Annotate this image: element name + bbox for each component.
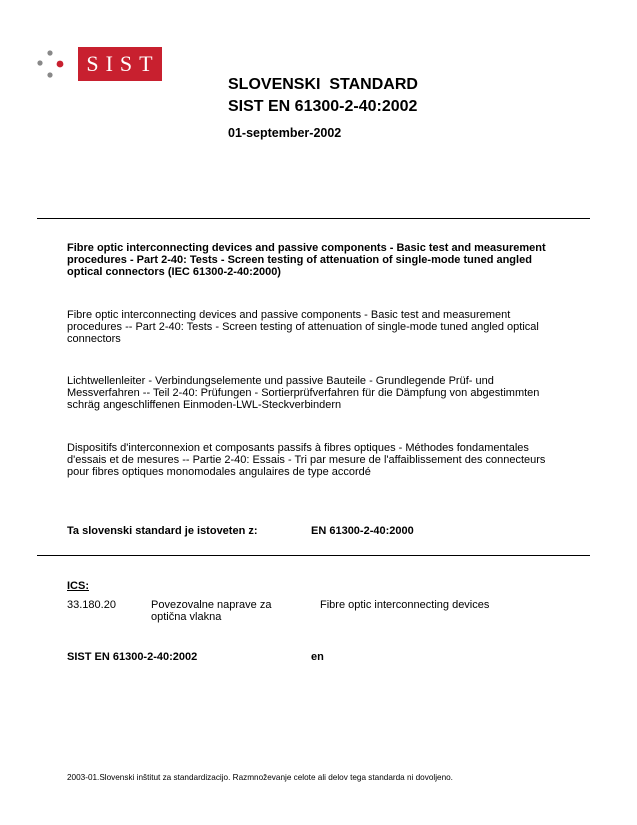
ics-label: ICS: [67,580,89,592]
sist-logo: SIST [78,47,162,81]
standard-heading: SLOVENSKI STANDARD [228,76,418,93]
title-french: Dispositifs d'interconnexion et composants passifs à fibres optiques - Méthodes fondamentales d'essais et de mesures -- Partie 2-40: Essais - Tri par mesure de l'affaiblissement des connecteurs pour fibres optiques monomodales angulaires de type accordé [67,442,546,479]
publication-date: 01-september-2002 [228,126,342,140]
document-code: SIST EN 61300-2-40:2002 [67,651,198,663]
equivalence-value: EN 61300-2-40:2000 [311,525,414,537]
ics-code: 33.180.20 [67,599,116,611]
ics-description-english: Fibre optic interconnecting devices [320,599,490,611]
sist-logo-dots-icon [34,49,74,81]
title-english: Fibre optic interconnecting devices and passive components - Basic test and measurement procedures -- Part 2-40: Tests - Screen testing of attenuation of single-mode tuned angled optical connectors [67,309,539,346]
ics-description-slovenian: Povezovalne naprave za optična vlakna [151,599,272,624]
equivalence-label: Ta slovenski standard je istoveten z: [67,525,258,537]
top-divider [37,218,590,219]
standard-code: SIST EN 61300-2-40:2002 [228,98,418,115]
document-language: en [311,651,324,663]
title-german: Lichtwellenleiter - Verbindungselemente und passive Bauteile - Grundlegende Prüf- und Messverfahren -- Teil 2-40: Prüfungen - Sortierprüfverfahren für die Dämpfung von abgestimmten schräg angeschliffenen Einmoden-LWL-Steckverbindern [67,375,540,412]
copyright-footer: 2003-01.Slovenski inštitut za standardizacijo. Razmnoževanje celote ali delov tega standarda ni dovoljeno. [67,773,453,782]
title-english-bold: Fibre optic interconnecting devices and passive components - Basic test and measurement procedures - Part 2-40: Tests - Screen testing of attenuation of single-mode tuned angled optical connectors (IEC 61300-2-40:2000) [67,242,546,279]
bottom-divider [37,555,590,556]
